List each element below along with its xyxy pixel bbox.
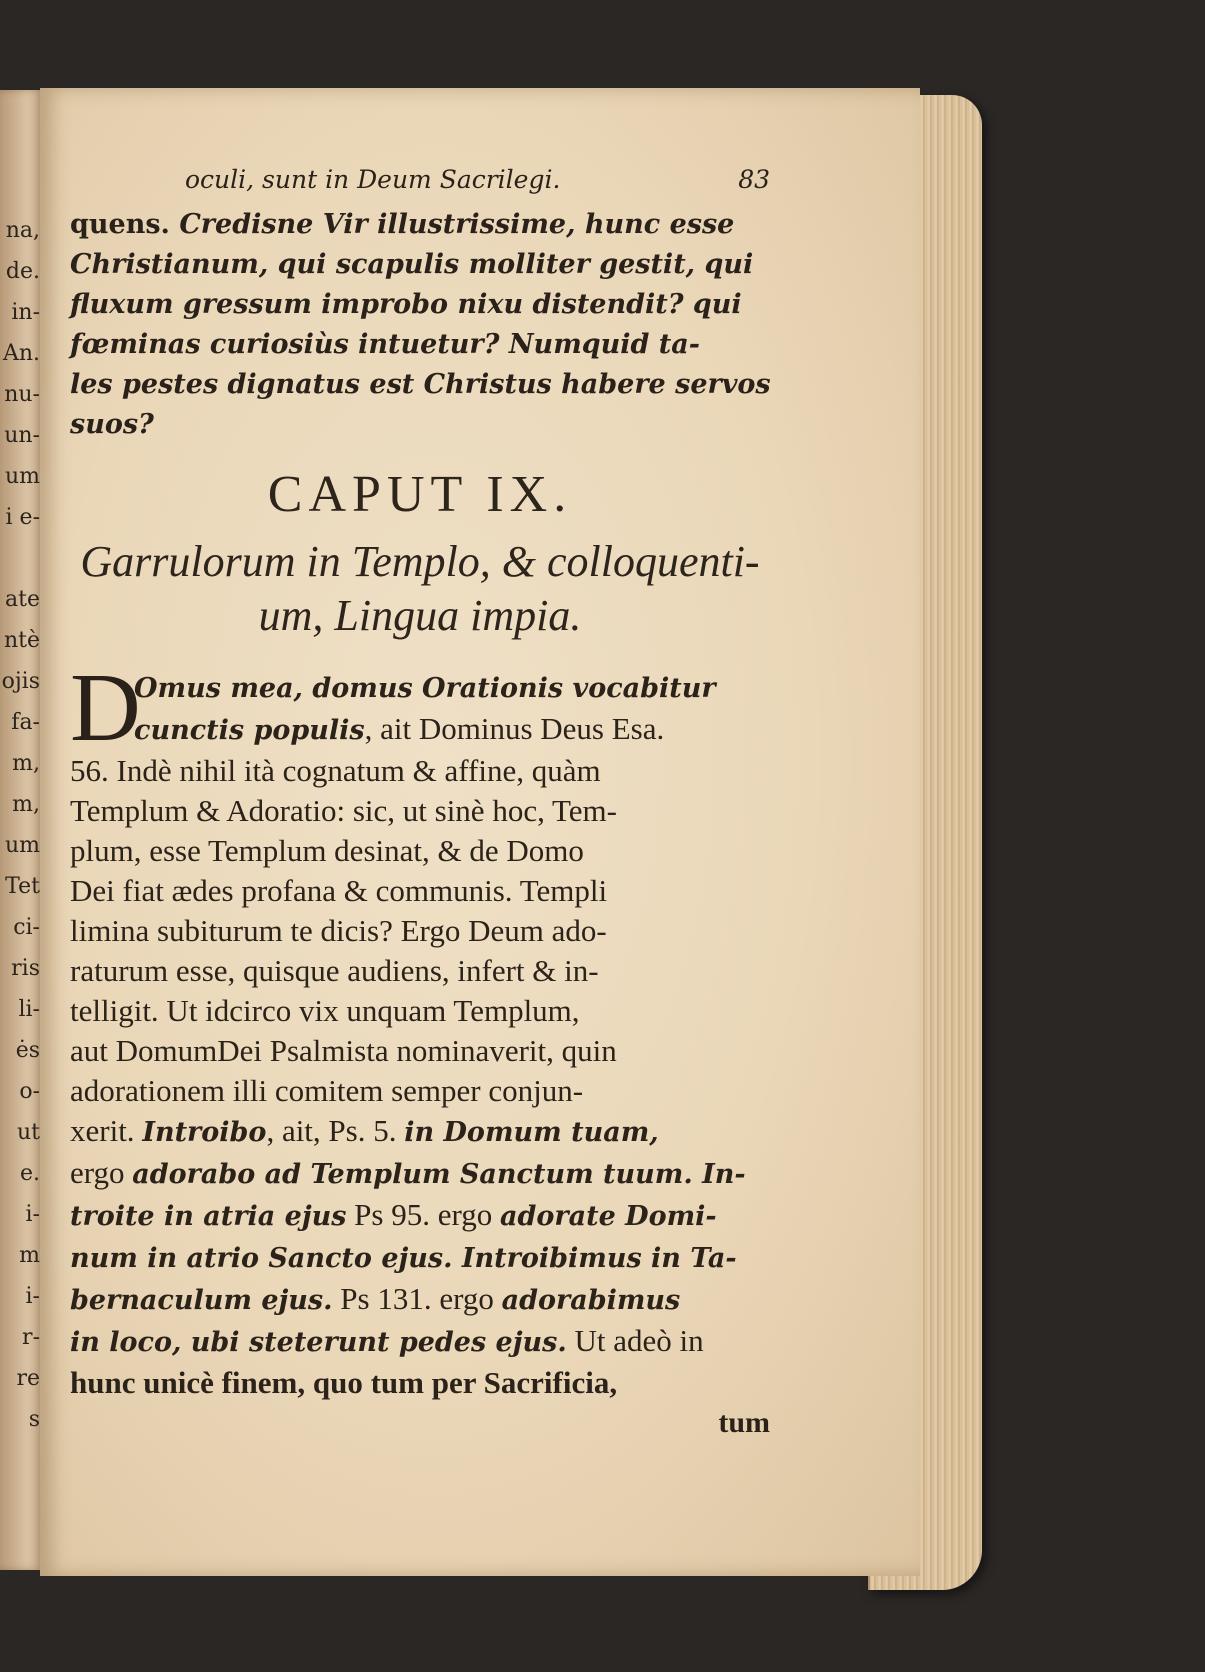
page-number: 83 bbox=[738, 165, 770, 194]
running-head bbox=[70, 165, 770, 205]
left-margin-fragment: um bbox=[4, 833, 40, 858]
chapter-heading: CAPUT IX. bbox=[267, 466, 573, 523]
body-line: raturum esse, quisque audiens, infert & in- bbox=[70, 953, 599, 988]
body-line: in loco, ubi steterunt pedes ejus. Ut adeò in bbox=[70, 1323, 704, 1358]
chapter-subtitle-line: um, Lingua impia. bbox=[258, 591, 582, 640]
body-line: ergo adorabo ad Templum Sanctum tuum. In- bbox=[70, 1155, 746, 1190]
left-margin-fragment: un- bbox=[4, 423, 40, 448]
left-margin-fragment: s bbox=[28, 1407, 40, 1432]
left-margin-fragment: i e- bbox=[5, 505, 40, 530]
left-margin-fragment: ės bbox=[15, 1038, 40, 1063]
drop-cap: D bbox=[70, 654, 141, 762]
left-margin-fragment bbox=[0, 538, 40, 579]
body-line: aut DomumDei Psalmista nominaverit, quin bbox=[70, 1033, 617, 1068]
body-line: hunc unicè finem, quo tum per Sacrificia, bbox=[70, 1365, 618, 1400]
left-margin-fragment: li- bbox=[18, 997, 40, 1022]
left-margin-fragment: i- bbox=[25, 1284, 40, 1309]
body-line: num in atrio Sancto ejus. Introibimus in Ta- bbox=[70, 1243, 737, 1274]
intro-line: quens. Credisne Vir illustrissime, hunc esse bbox=[70, 209, 735, 240]
left-margin-fragment: m bbox=[19, 1243, 40, 1268]
left-margin-fragment: ate bbox=[5, 587, 40, 612]
left-page-margin-fragments bbox=[0, 210, 40, 1440]
intro-line: suos? bbox=[70, 409, 154, 440]
body-line: plum, esse Templum desinat, & de Domo bbox=[70, 833, 584, 868]
intro-first-word: quens. bbox=[70, 209, 170, 240]
left-margin-fragment: ci- bbox=[13, 915, 40, 940]
left-margin-fragment: ut bbox=[16, 1120, 40, 1145]
body-line: Dei fiat ædes profana & communis. Templi bbox=[70, 873, 608, 908]
left-margin-fragment: in- bbox=[11, 300, 40, 325]
left-margin-fragment: o- bbox=[19, 1079, 40, 1104]
intro-line: les pestes dignatus est Christus habere servos bbox=[70, 369, 771, 400]
body-line: Templum & Adoratio: sic, ut sinè hoc, Tem- bbox=[70, 793, 617, 828]
chapter-subtitle-line: Garrulorum in Templo, & colloquenti- bbox=[80, 537, 760, 586]
left-margin-fragment: r- bbox=[22, 1325, 40, 1350]
left-margin-fragment: ntè bbox=[3, 628, 40, 653]
main-paragraph bbox=[70, 654, 770, 1403]
chapter-subtitle bbox=[70, 535, 770, 643]
catchword: tum bbox=[718, 1406, 770, 1439]
body-line: troite in atria ejus Ps 95. ergo adorate Domi- bbox=[70, 1197, 717, 1232]
body-line: cunctis populis, ait Dominus Deus Esa. bbox=[134, 711, 665, 746]
page-text bbox=[70, 165, 770, 1443]
intro-line: Christianum, qui scapulis molliter gestit, qui bbox=[70, 249, 754, 280]
running-title: oculi, sunt in Deum Sacrilegi. bbox=[185, 165, 561, 194]
left-margin-fragment: nu- bbox=[4, 382, 40, 407]
left-margin-fragment: An. bbox=[2, 341, 40, 366]
intro-line: fœminas curiosiùs intuetur? Numquid ta- bbox=[70, 329, 700, 360]
left-margin-fragment: fa- bbox=[11, 710, 40, 735]
intro-line: fluxum gressum improbo nixu distendit? qui bbox=[70, 289, 742, 320]
left-margin-fragment: na, bbox=[5, 218, 40, 243]
body-line: bernaculum ejus. Ps 131. ergo adorabimus bbox=[70, 1281, 681, 1316]
left-margin-fragment: m, bbox=[12, 792, 40, 817]
body-line: Omus mea, domus Orationis vocabitur bbox=[134, 673, 716, 704]
body-line: 56. Indè nihil ità cognatum & affine, quàm bbox=[70, 753, 601, 788]
left-margin-fragment: um bbox=[4, 464, 40, 489]
left-margin-fragment: ojis bbox=[1, 669, 40, 694]
body-line: limina subiturum te dicis? Ergo Deum ado- bbox=[70, 913, 607, 948]
left-margin-fragment: re bbox=[16, 1366, 40, 1391]
intro-paragraph bbox=[70, 205, 770, 445]
left-margin-fragment: i- bbox=[25, 1202, 40, 1227]
left-margin-fragment: m, bbox=[12, 751, 40, 776]
left-margin-fragment: ris bbox=[11, 956, 40, 981]
body-line: adorationem illi comitem semper conjun- bbox=[70, 1073, 584, 1108]
left-margin-fragment: e. bbox=[19, 1161, 40, 1186]
left-margin-fragment: Tet bbox=[5, 874, 40, 899]
left-margin-fragment: de. bbox=[5, 259, 40, 284]
body-line: xerit. Introibo, ait, Ps. 5. in Domum tuam, bbox=[70, 1113, 659, 1148]
body-line: telligit. Ut idcirco vix unquam Templum, bbox=[70, 993, 580, 1028]
